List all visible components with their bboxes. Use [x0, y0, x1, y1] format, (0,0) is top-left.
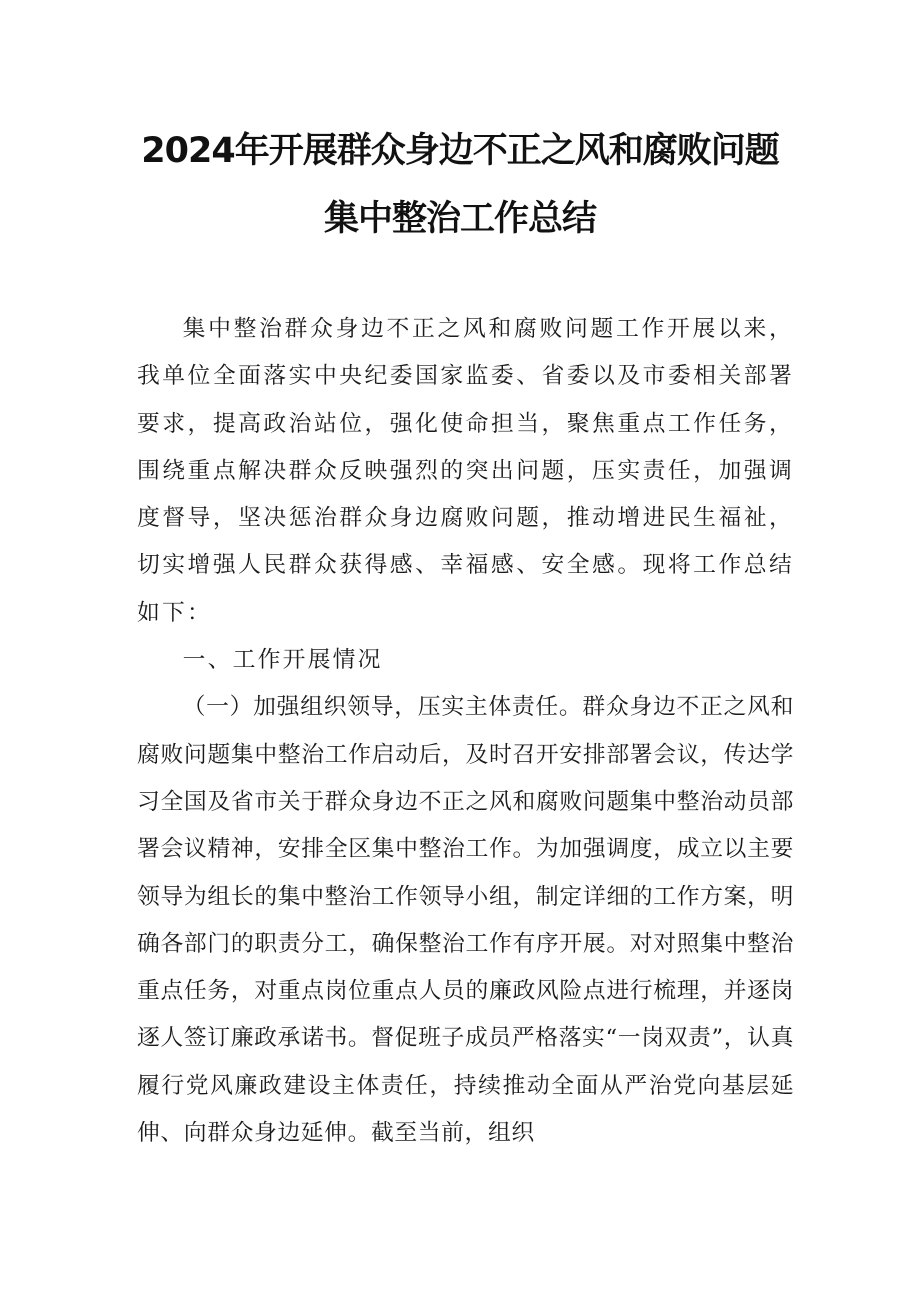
document-title-line-2: 集中整治工作总结 — [323, 199, 596, 239]
section-heading: 一、工作开展情况 — [182, 647, 383, 674]
document-body — [137, 306, 794, 1157]
intro-paragraph: 集中整治群众身边不正之风和腐败问题工作开展以来，我单位全面落实中央纪委国家监委、省委以及市委相关部署要求，提高政治站位，强化使命担当，聚焦重点工作任务，围绕重点解决群众反映强烈的突出问题，压实责任，加强调度督导，坚决惩治群众身边腐败问题，推动增进民生福祉，切实增强人民群众获得感、幸福感、安全感。现将工作总结如下： — [137, 316, 794, 626]
section-paragraph: （一）加强组织领导，压实主体责任。群众身边不正之风和腐败问题集中整治工作启动后，及时召开安排部署会议，传达学习全国及省市关于群众身边不正之风和腐败问题集中整治动员部署会议精神，安排全区集中整治工作。为加强调度，成立以主要领导为组长的集中整治工作领导小组，制定详细的工作方案，明确各部门的职责分工，确保整治工作有序开展。对对照集中整治重点任务，对重点岗位重点人员的廉政风险点进行梳理，并逐岗逐人签订廉政承诺书。督促班子成员严格落实“一岗双责”，认真履行党风廉政建设主体责任，持续推动全面从严治党向基层延伸、向群众身边延伸。截至当前，组织 — [137, 694, 794, 1147]
document-title-line-1: 2024年开展群众身边不正之风和腐败问题 — [141, 131, 779, 171]
